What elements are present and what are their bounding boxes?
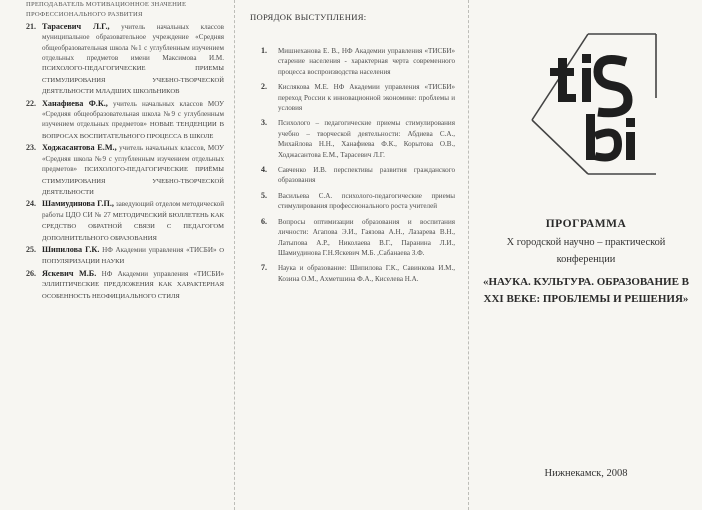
list-item — [261, 165, 455, 186]
left-panel — [0, 0, 232, 510]
item-text: Наука и образование: Шипилова Г.К., Савинкова И.М., Козина О.М., Ахметшина Ф.А., Киселева Н.А. — [278, 264, 455, 283]
speaker-info: НФ Академии управления «ТИСБИ» — [101, 269, 224, 278]
speaker-name: Шамиудинова Г.П., — [42, 199, 114, 209]
item-text: Савченко И.В. перспективы развития гражданского образования — [278, 166, 455, 185]
middle-panel — [236, 0, 466, 510]
list-item — [26, 269, 224, 302]
order-heading: ПОРЯДОК ВЫСТУПЛЕНИЯ: — [250, 12, 367, 22]
item-number: 26. — [26, 268, 36, 278]
list-item — [26, 199, 224, 244]
list-item — [261, 82, 455, 113]
cover-panel — [470, 0, 702, 510]
item-text: Васильева С.А. психолого-педагогические приемы стимулирования профессионального роста учителей — [278, 191, 455, 211]
speaker-name: Шипилова Г.К. — [42, 244, 100, 254]
talk-topic: НОВЫЕ ТЕНДЕНЦИИ В ВОПРОСАХ ВОСПИТАТЕЛЬНОГО ПРОЦЕССА В ШКОЛЕ — [42, 121, 224, 140]
talk-topic: О ПОПУЛЯРИЗАЦИИ НАУКИ — [42, 246, 224, 266]
item-number: 7. — [261, 263, 267, 273]
item-text: Психолого – педагогические приемы стимулирования учебно – творческой деятельности: Абдиева С.А., Михайлова Н.Н., Ханафиева Ф.К., Корытова О.В., Ходжасантова Е.М., Тарасевич Л.Г. — [278, 119, 455, 159]
list-item — [261, 46, 455, 77]
conference-word: конференции — [556, 254, 616, 265]
list-item — [261, 118, 455, 160]
speaker-info: НФ Академии управления «ТИСБИ» — [102, 245, 217, 254]
list-item — [261, 190, 455, 212]
item-number: 4. — [261, 165, 267, 175]
speaker-name: Ходжасантова Е.М., — [42, 143, 117, 153]
order-list — [261, 46, 455, 289]
item-text: Кислякова М.Е. НФ Академии управления «ТИСБИ» переход России к инновационной экономике: проблемы и условия — [278, 83, 455, 113]
item-number: 21. — [26, 21, 36, 31]
fold-line-left — [234, 0, 235, 510]
talk-topic: ПСИХОЛОГО-ПЕДАГОГИЧЕСКИЕ ПРИЕМЫ СТИМУЛИРОВАНИЯ УЧЕБНО-ТВОРЧЕСКОЙ ДЕЯТЕЛЬНОСТИ МЛАДШИХ ШКОЛЬНИКОВ — [42, 65, 224, 96]
item-number: 1. — [261, 46, 267, 55]
list-item — [26, 143, 224, 198]
speaker-info: учитель начальных классов муниципальное образовательное учреждение «Средняя общеобразовательная школа №1 с углубленным изучением отдельных предметов имени Максимова И.М. — [42, 22, 224, 63]
list-item — [26, 22, 224, 98]
list-item — [26, 99, 224, 143]
speaker-name: Тарасевич Л.Г., — [42, 21, 110, 31]
talk-topic: ПСИХОЛОГО-ПЕДАГОГИЧЕСКИЕ ПРИЁМЫ СТИМУЛИРОВАНИЯ УЧЕБНО-ТВОРЧЕСКОЙ ДЕЯТЕЛЬНОСТИ — [42, 166, 224, 196]
item-text: Вопросы оптимизации образования и воспитания личности: Агапова Э.И., Гаязова А.Н., Лазарева В.Н., Латыпова А.Р., Николаева В.Г., Паранина Л.И., Шамиудинова Г.Н.Яскевич М.Б. ,Сабанаева З.Ф. — [278, 217, 455, 257]
speaker-info: учитель начальных классов МОУ «Средняя общеобразовательная школа №9 с углубленным изучением отдельных предметов» — [42, 99, 224, 129]
speaker-info: заведующий отделом методической работы ЦДО СИ № 27 — [42, 200, 224, 219]
speaker-name: Яскевич М.Б. — [42, 268, 97, 278]
item-number: 3. — [261, 118, 267, 128]
program-title: ПРОГРАММА — [545, 218, 627, 230]
left-list — [26, 0, 224, 302]
list-item — [261, 263, 455, 284]
item-number: 2. — [261, 82, 267, 92]
item-number: 25. — [26, 244, 36, 254]
conference-theme: «НАУКА. КУЛЬТУРА. ОБРАЗОВАНИЕ В XXI ВЕКЕ: ПРОБЛЕМЫ И РЕШЕНИЯ» — [482, 276, 689, 305]
fold-line-right — [468, 0, 469, 510]
left-continuation: ПРЕПОДАВАТЕЛЬ МОТИВАЦИОННОЕ ЗНАЧЕНИЕ ПРОФЕССИОНАЛЬНОГО РАЗВИТИЯ — [26, 1, 187, 19]
city-year: Нижнекамск, 2008 — [544, 468, 628, 479]
list-item — [26, 245, 224, 268]
talk-topic: ЭЛЛИПТИЧЕСКИЕ ПРЕДЛОЖЕНИЯ КАК ХАРАКТЕРНАЯ ОСОБЕННОСТЬ НЕОФИЦИАЛЬНОГО СТИЛЯ — [42, 281, 224, 300]
item-text: Мишнеханова Е. В., НФ Академии управления «ТИСБИ» старение населения - характерная черта современного процесса воспроизводства населения — [278, 47, 455, 76]
item-number: 24. — [26, 199, 36, 209]
item-number: 23. — [26, 143, 36, 153]
tisbi-logo-icon — [528, 28, 658, 178]
speaker-name: Ханафиева Ф.К., — [42, 98, 108, 108]
conference-line: X городской научно – практической — [506, 237, 666, 248]
item-number: 6. — [261, 216, 267, 226]
item-number: 5. — [261, 190, 267, 200]
talk-topic: МЕТОДИЧЕСКИЙ БЮЛЛЕТЕНЬ КАК СРЕДСТВО ОБРАТНОЙ СВЯЗИ С ПЕДАГОГОМ ДОПОЛНИТЕЛЬНОГО ОБРАЗОВАНИЯ — [42, 211, 224, 242]
list-item — [261, 216, 455, 259]
item-number: 22. — [26, 98, 36, 108]
speaker-info: учитель начальных классов, МОУ «Средняя школа №9 с углубленным изучением отдельных предметов» — [42, 144, 224, 174]
